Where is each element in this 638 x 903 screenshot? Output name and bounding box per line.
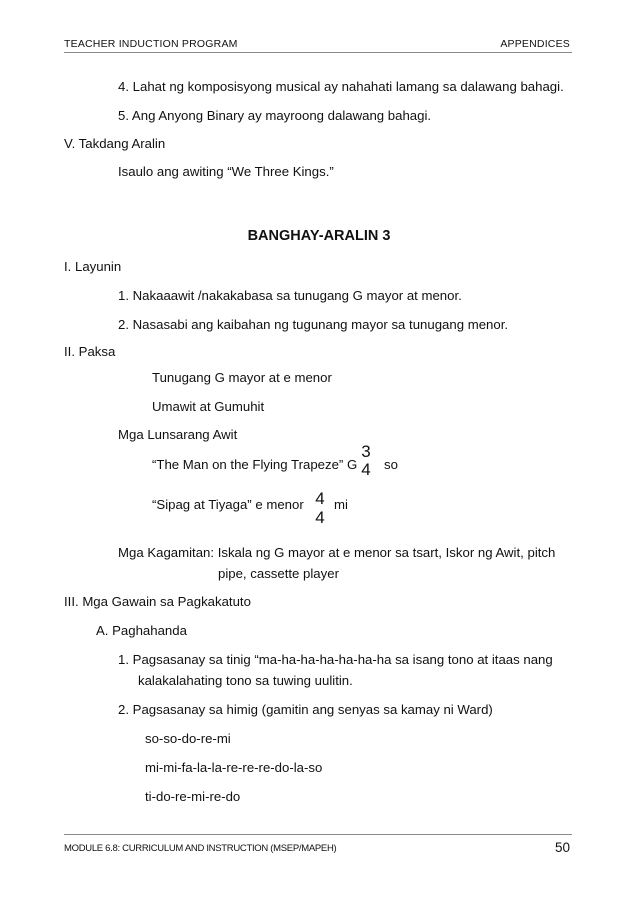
pattern-3: ti-do-re-mi-re-do <box>145 789 241 804</box>
page-number: 50 <box>554 840 570 855</box>
section-heading-i: I. Layunin <box>64 259 122 274</box>
objective-1: 1. Nakaaawit /nakakabasa sa tunugang G mayor at menor. <box>118 288 462 303</box>
subsection-a: A. Paghahanda <box>96 623 187 638</box>
materials-line-2: pipe, cassette player <box>218 566 339 581</box>
activity-1-line-1: 1. Pagsasanay sa tinig “ma-ha-ha-ha-ha-ha-ha sa isang tono at itaas nang <box>118 652 553 667</box>
song-2-time-signature-bottom: 4 <box>315 508 325 527</box>
header-rule <box>64 52 572 53</box>
activity-2: 2. Pagsasanay sa himig (gamitin ang senyas sa kamay ni Ward) <box>118 702 493 717</box>
topic-2: Umawit at Gumuhit <box>152 399 265 414</box>
assignment-text: Isaulo ang awiting “We Three Kings.” <box>118 164 334 179</box>
song-1-title: “The Man on the Flying Trapeze” G <box>152 457 358 472</box>
objective-2: 2. Nasasabi ang kaibahan ng tugunang mayor sa tunugang menor. <box>118 317 509 332</box>
section-heading-ii: II. Paksa <box>64 344 116 359</box>
footer-rule <box>64 834 572 835</box>
song-2-title: “Sipag at Tiyaga” e menor <box>152 497 304 512</box>
topic-1: Tunugang G mayor at e menor <box>152 370 332 385</box>
list-item-4: 4. Lahat ng komposisyong musical ay nahahati lamang sa dalawang bahagi. <box>118 79 564 94</box>
song-1-syllable: so <box>384 457 398 472</box>
header-section-label: APPENDICES <box>500 38 570 50</box>
materials-line-1: Mga Kagamitan: Iskala ng G mayor at e menor sa tsart, Iskor ng Awit, pitch <box>118 545 556 560</box>
list-item-5: 5. Ang Anyong Binary ay mayroong dalawang bahagi. <box>118 108 432 123</box>
section-heading-iii: III. Mga Gawain sa Pagkakatuto <box>64 594 251 609</box>
activity-1-line-2: kalakalahating tono sa tuwing uulitin. <box>138 673 353 688</box>
song-1-time-signature-bottom: 4 <box>361 460 371 479</box>
header-program-title: TEACHER INDUCTION PROGRAM <box>64 38 238 50</box>
footer-module-label: MODULE 6.8: CURRICULUM AND INSTRUCTION (MSEP/MAPEH) <box>64 843 337 854</box>
pattern-1: so-so-do-re-mi <box>145 731 231 746</box>
page-title: BANGHAY-ARALIN 3 <box>247 228 391 244</box>
song-2-syllable: mi <box>334 497 348 512</box>
section-heading-v: V. Takdang Aralin <box>64 136 166 151</box>
song-2-time-signature-top: 4 <box>315 489 325 508</box>
song-1-time-signature-top: 3 <box>361 442 371 461</box>
songs-label: Mga Lunsarang Awit <box>118 427 238 442</box>
pattern-2: mi-mi-fa-la-la-re-re-re-do-la-so <box>145 760 323 775</box>
